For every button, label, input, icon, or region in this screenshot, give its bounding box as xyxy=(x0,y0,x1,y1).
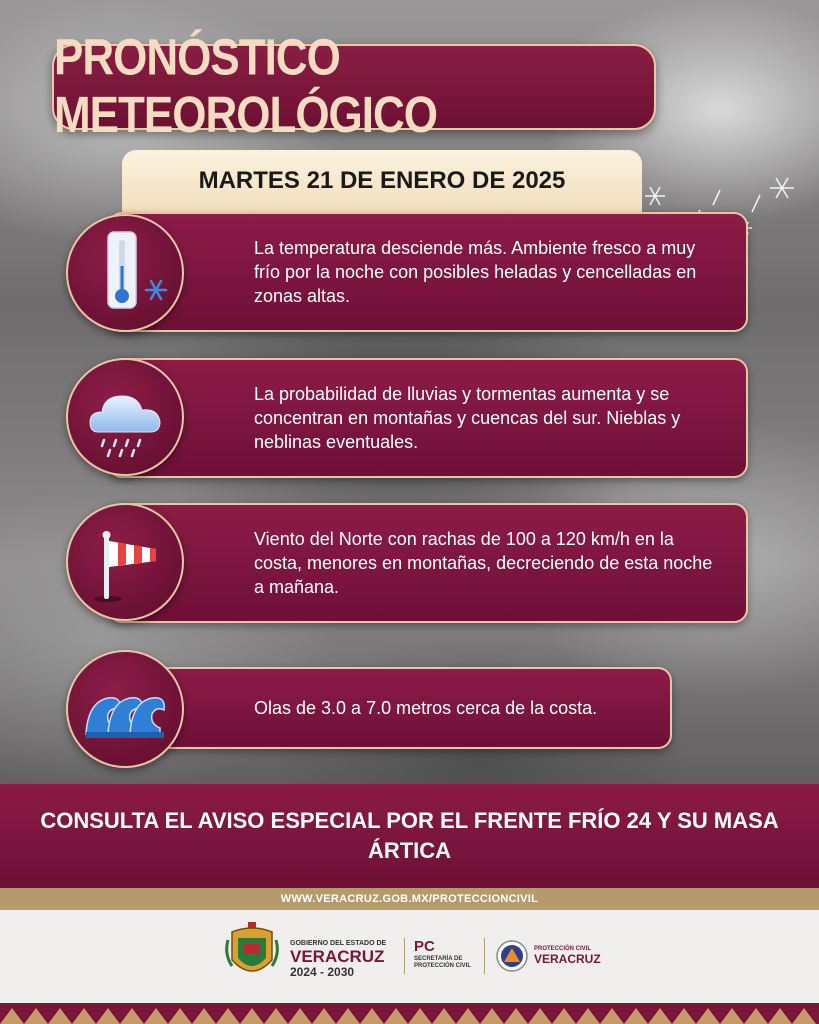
thermometer-snowflake-icon xyxy=(68,216,186,334)
gov-name: VERACRUZ xyxy=(290,947,385,966)
date-tab xyxy=(122,150,642,212)
state-government-logo xyxy=(290,940,400,979)
rain-cloud-icon xyxy=(68,360,186,478)
forecast-card-rain xyxy=(108,358,748,478)
url-band xyxy=(0,888,819,910)
forecast-card-waves xyxy=(108,667,672,749)
pc-line2: PROTECCIÓN CIVIL xyxy=(414,963,472,969)
icon-badge xyxy=(66,214,184,332)
waves-icon xyxy=(68,652,186,770)
forecast-text: La probabilidad de lluvias y tormentas aumenta y se concentran en montañas y cuencas del sur. Nieblas y neblinas eventuales. xyxy=(254,384,681,452)
decorative-pattern-border xyxy=(0,1000,819,1024)
gov-years: 2024 - 2030 xyxy=(290,965,355,979)
forecast-text: Viento del Norte con rachas de 100 a 120 km/h en la costa, menores en montañas, decreciendo de esta noche a mañana. xyxy=(254,529,713,597)
pc-abbr: PC xyxy=(414,938,435,955)
icon-badge xyxy=(66,650,184,768)
page-title: PRONÓSTICO METEOROLÓGICO xyxy=(54,29,437,144)
notice-banner xyxy=(0,784,819,888)
pc-line1: SECRETARÍA DE xyxy=(414,956,463,962)
logo-divider xyxy=(404,938,405,974)
forecast-card-temperature xyxy=(108,212,748,332)
forecast-text: La temperatura desciende más. Ambiente fresco a muy frío por la noche con posibles heladas y cencelladas en zonas altas. xyxy=(254,238,697,306)
forecast-text: Olas de 3.0 a 7.0 metros cerca de la costa. xyxy=(254,698,598,718)
veracruz-coat-of-arms-icon xyxy=(222,920,282,986)
pcv-line1: PROTECCIÓN CIVIL xyxy=(534,946,592,952)
logo-band xyxy=(0,910,819,1000)
title-banner xyxy=(52,29,656,144)
website-link[interactable]: WWW.VERACRUZ.GOB.MX/PROTECCIONCIVIL xyxy=(280,893,539,905)
proteccion-civil-veracruz-logo xyxy=(534,946,614,966)
icon-badge xyxy=(66,503,184,621)
secretaria-pc-logo xyxy=(414,938,484,970)
forecast-date: MARTES 21 DE ENERO DE 2025 xyxy=(198,167,566,194)
logo-divider xyxy=(484,938,485,974)
proteccion-civil-emblem-icon xyxy=(496,940,528,972)
icon-badge xyxy=(66,358,184,476)
pcv-name: VERACRUZ xyxy=(534,952,601,966)
forecast-card-wind xyxy=(108,503,748,623)
gov-line1: GOBIERNO DEL ESTADO DE xyxy=(290,940,387,947)
special-notice: CONSULTA EL AVISO ESPECIAL POR EL FRENTE FRÍO 24 Y SU MASA ÁRTICA xyxy=(40,808,779,863)
windsock-icon xyxy=(68,505,186,623)
